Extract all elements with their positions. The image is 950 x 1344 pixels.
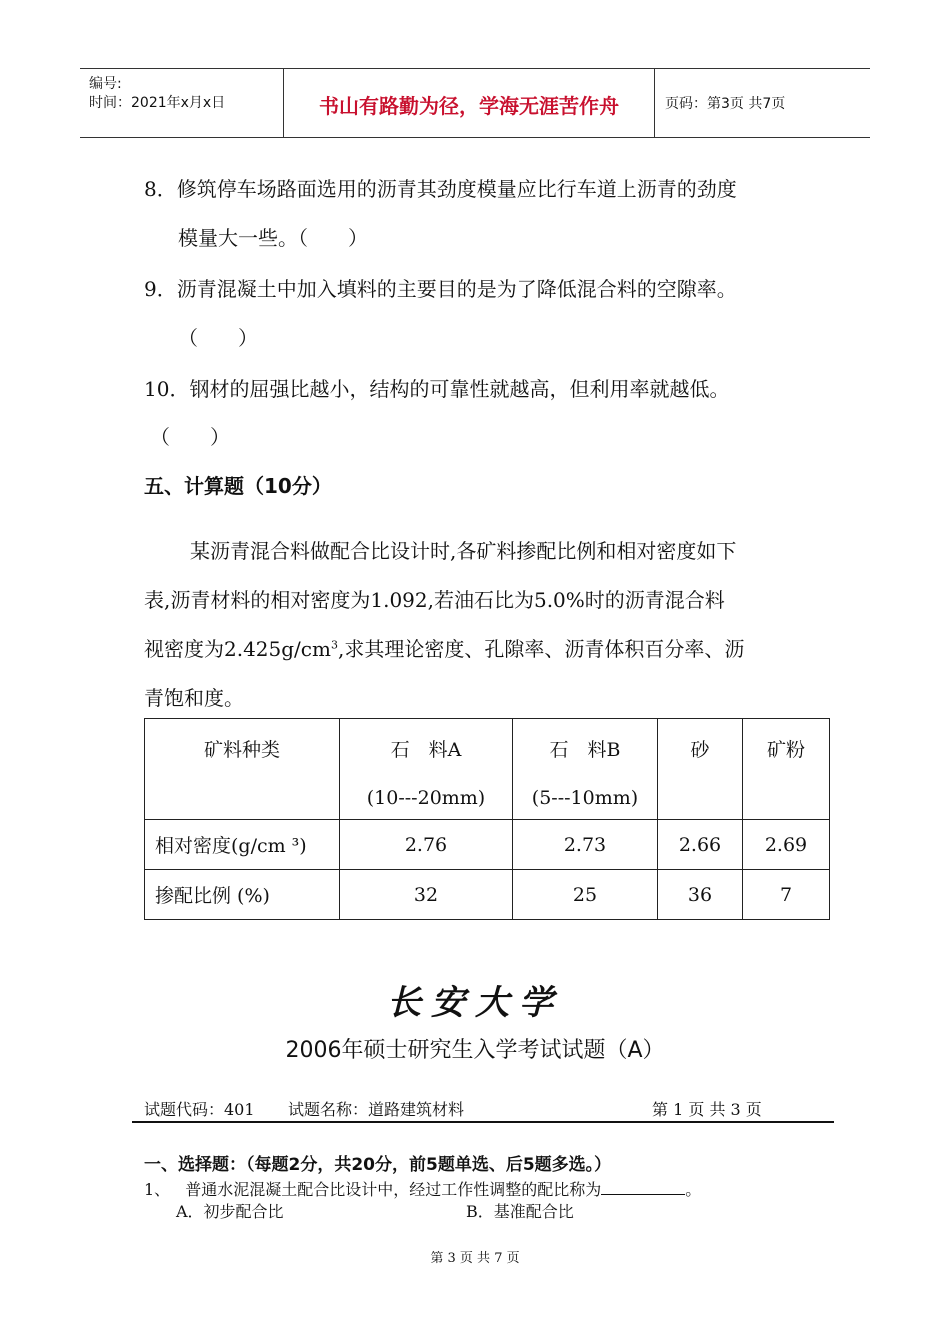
section-5-para-line-1: 某沥青混合料做配合比设计时,各矿料掺配比例和相对密度如下 bbox=[190, 539, 737, 563]
exam-subject: 试题名称：道路建筑材料 bbox=[288, 1100, 465, 1119]
table-row bbox=[145, 870, 830, 920]
header-stone-b: 石 料B bbox=[549, 739, 621, 761]
option-b: B．基准配合比 bbox=[466, 1202, 574, 1221]
question-10-line-2: （ ） bbox=[150, 425, 230, 449]
question-1-number: 1、 bbox=[144, 1180, 171, 1199]
question-8-line-2: 模量大一些。（ ） bbox=[178, 226, 368, 250]
question-9-line-1: 9．沥青混凝土中加入填料的主要目的是为了降低混合料的空隙率。 bbox=[144, 277, 737, 301]
table-cell: 2.73 bbox=[513, 820, 658, 870]
header-sand: 砂 bbox=[690, 739, 710, 761]
question-9-line-2: （ ） bbox=[178, 326, 258, 350]
header-info-cell bbox=[80, 69, 284, 137]
exam-title: 2006年硕士研究生入学考试试题（A） bbox=[285, 1038, 665, 1063]
header-mineral-type: 矿料种类 bbox=[203, 739, 280, 761]
row-label: 相对密度(g/cm ³) bbox=[145, 820, 340, 870]
option-a: A．初步配合比 bbox=[176, 1202, 284, 1221]
header-page-cell bbox=[655, 69, 870, 137]
question-10-line-1: 10．钢材的屈强比越小，结构的可靠性就越高，但利用率就越低。 bbox=[144, 377, 730, 401]
page-footer: 第 3 页 共 7 页 bbox=[430, 1251, 520, 1266]
university-name: 长安大学 bbox=[387, 983, 563, 1023]
header-mineral-powder: 矿粉 bbox=[766, 739, 805, 761]
section-1-title: 一、选择题：（每题2分，共20分，前5题单选、后5题多选。） bbox=[144, 1155, 612, 1175]
page-header bbox=[80, 68, 870, 138]
exam-code: 试题代码：401 bbox=[144, 1100, 255, 1119]
time-label: 时间：2021年x月x日 bbox=[89, 95, 226, 111]
para-line-3-post: ,求其理论密度、孔隙率、沥青体积百分率、沥 bbox=[337, 637, 745, 661]
header-stone-a-size: (10---20mm) bbox=[366, 787, 486, 809]
question-1 bbox=[144, 1177, 701, 1200]
section-5-para-line-3 bbox=[144, 633, 744, 662]
question-8-line-1: 8．修筑停车场路面选用的沥青其劲度模量应比行车道上沥青的劲度 bbox=[144, 177, 737, 201]
table-header-cell bbox=[145, 719, 340, 820]
section-5-title: 五、计算题（10分） bbox=[144, 474, 332, 498]
table-cell: 32 bbox=[340, 870, 513, 920]
header-stone-a: 石 料A bbox=[390, 739, 462, 761]
answer-blank bbox=[601, 1180, 685, 1195]
mineral-table bbox=[144, 718, 830, 920]
code-label: 编号: bbox=[89, 76, 122, 92]
divider bbox=[132, 1121, 834, 1123]
row-label: 掺配比例 (%) bbox=[145, 870, 340, 920]
table-row bbox=[145, 820, 830, 870]
exam-page: 第 1 页 共 3 页 bbox=[652, 1100, 762, 1119]
table-cell: 36 bbox=[658, 870, 743, 920]
para-line-3-pre: 视密度为2.425g/cm bbox=[144, 637, 331, 661]
question-1-text: 普通水泥混凝土配合比设计中，经过工作性调整的配比称为 bbox=[185, 1180, 602, 1199]
section-5-para-line-2: 表,沥青材料的相对密度为1.092,若油石比为5.0%时的沥青混合料 bbox=[144, 588, 725, 612]
section-5-para-line-4: 青饱和度。 bbox=[144, 686, 244, 710]
table-header-cell bbox=[513, 719, 658, 820]
table-cell: 2.76 bbox=[340, 820, 513, 870]
table-header-cell bbox=[340, 719, 513, 820]
table-cell: 7 bbox=[743, 870, 830, 920]
table-cell: 2.66 bbox=[658, 820, 743, 870]
table-cell: 25 bbox=[513, 870, 658, 920]
header-page-label: 页码：第3页 共7页 bbox=[665, 96, 786, 112]
table-header-row bbox=[145, 719, 830, 820]
table-cell: 2.69 bbox=[743, 820, 830, 870]
superscript-3: 3 bbox=[330, 638, 338, 652]
table-header-cell bbox=[658, 719, 743, 820]
question-1-end: 。 bbox=[685, 1180, 702, 1199]
header-stone-b-size: (5---10mm) bbox=[531, 787, 639, 809]
table-header-cell bbox=[743, 719, 830, 820]
motto: 书山有路勤为径，学海无涯苦作舟 bbox=[319, 94, 619, 118]
header-motto-cell bbox=[284, 69, 655, 137]
